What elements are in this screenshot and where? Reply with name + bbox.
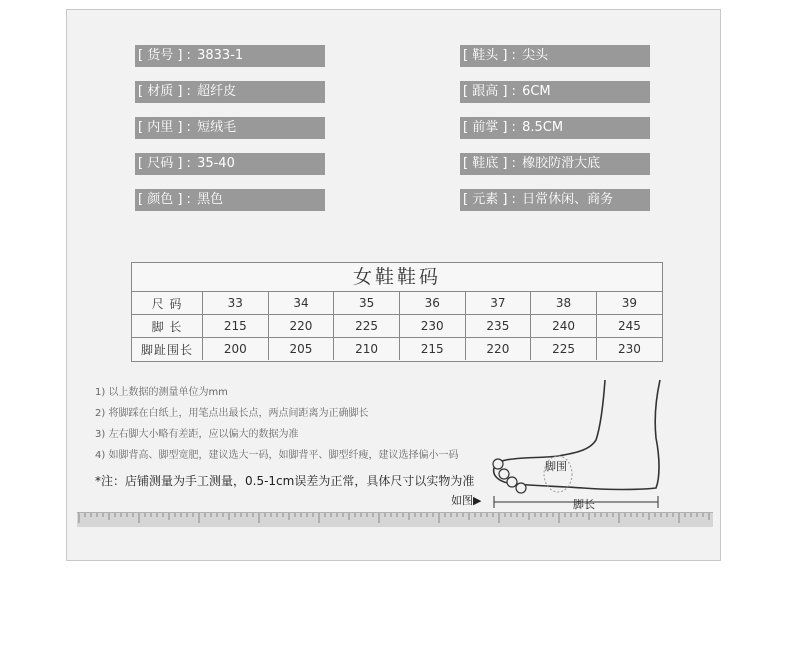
note-4: 4) 如脚背高、脚型宽肥，建议选大一码，如脚背平、脚型纤瘦，建议选择偏小一码 xyxy=(95,450,459,461)
toe-4 xyxy=(516,483,526,493)
table-cell: 220 xyxy=(465,338,531,361)
size-table xyxy=(131,262,663,362)
spec-key: [ 元素 ] : xyxy=(463,192,516,207)
table-cell: 215 xyxy=(399,338,465,361)
row-label: 脚趾围长 xyxy=(132,338,203,361)
spec-key: [ 内里 ] : xyxy=(138,120,191,135)
note-1: 1) 以上数据的测量单位为mm xyxy=(95,387,228,398)
table-cell: 200 xyxy=(203,338,269,361)
toe-2 xyxy=(499,469,509,479)
table-cell: 37 xyxy=(465,292,531,315)
row-label: 尺 码 xyxy=(132,292,203,315)
note-2: 2) 将脚踩在白纸上，用笔点出最长点，两点间距离为正确脚长 xyxy=(95,408,369,419)
table-cell: 220 xyxy=(268,315,334,338)
row-label: 脚 长 xyxy=(132,315,203,338)
spec-left-2 xyxy=(135,117,325,139)
spec-left-4 xyxy=(135,189,325,211)
toe-girth-label: 脚围 xyxy=(545,460,567,473)
spec-right-3 xyxy=(460,153,650,175)
spec-left-0 xyxy=(135,45,325,67)
spec-key: [ 颜色 ] : xyxy=(138,192,191,207)
table-cell: 240 xyxy=(531,315,597,338)
table-cell: 225 xyxy=(531,338,597,361)
toe-1 xyxy=(493,459,503,469)
table-cell: 35 xyxy=(334,292,400,315)
table-cell: 36 xyxy=(399,292,465,315)
spec-left-1 xyxy=(135,81,325,103)
foot-outline xyxy=(494,380,660,490)
size-table-title: 女鞋鞋码 xyxy=(132,263,662,292)
spec-key: [ 鞋头 ] : xyxy=(463,48,516,63)
table-cell: 210 xyxy=(334,338,400,361)
table-row xyxy=(132,315,662,338)
table-cell: 245 xyxy=(596,315,662,338)
table-cell: 38 xyxy=(531,292,597,315)
table-cell: 205 xyxy=(268,338,334,361)
toe-3 xyxy=(507,477,517,487)
spec-key: [ 材质 ] : xyxy=(138,84,191,99)
spec-value: 尖头 xyxy=(522,48,549,63)
spec-value: 35-40 xyxy=(197,156,235,171)
spec-key: [ 尺码 ] : xyxy=(138,156,191,171)
spec-key: [ 前掌 ] : xyxy=(463,120,516,135)
spec-value: 短绒毛 xyxy=(197,120,237,135)
spec-key: [ 跟高 ] : xyxy=(463,84,516,99)
as-shown-label: 如图▶ xyxy=(451,494,482,507)
spec-value: 3833-1 xyxy=(197,48,244,63)
spec-value: 黑色 xyxy=(197,192,224,207)
table-row xyxy=(132,292,662,315)
table-cell: 230 xyxy=(399,315,465,338)
spec-left-3 xyxy=(135,153,325,175)
spec-value: 8.5CM xyxy=(522,120,564,135)
spec-right-1 xyxy=(460,81,650,103)
spec-value: 日常休闲、商务 xyxy=(522,192,614,207)
main-note: *注：店铺测量为手工测量，0.5-1cm误差为正常，具体尺寸以实物为准 xyxy=(95,474,475,488)
note-3: 3) 左右脚大小略有差距，应以偏大的数据为准 xyxy=(95,429,299,440)
table-cell: 225 xyxy=(334,315,400,338)
ruler-ticks xyxy=(77,513,713,527)
table-cell: 230 xyxy=(596,338,662,361)
table-cell: 235 xyxy=(465,315,531,338)
spec-right-0 xyxy=(460,45,650,67)
spec-right-2 xyxy=(460,117,650,139)
measuring-ruler xyxy=(77,512,713,527)
table-cell: 39 xyxy=(596,292,662,315)
spec-right-4 xyxy=(460,189,650,211)
table-cell: 215 xyxy=(203,315,269,338)
spec-value: 橡胶防滑大底 xyxy=(522,156,601,171)
table-cell: 34 xyxy=(268,292,334,315)
spec-value: 超纤皮 xyxy=(197,84,237,99)
spec-key: [ 货号 ] : xyxy=(138,48,191,63)
foot-diagram xyxy=(488,378,668,513)
spec-value: 6CM xyxy=(522,84,551,99)
table-row xyxy=(132,338,662,361)
table-cell: 33 xyxy=(203,292,269,315)
foot-length-label: 脚长 xyxy=(573,498,595,511)
size-table-grid xyxy=(132,292,662,360)
spec-key: [ 鞋底 ] : xyxy=(463,156,516,171)
